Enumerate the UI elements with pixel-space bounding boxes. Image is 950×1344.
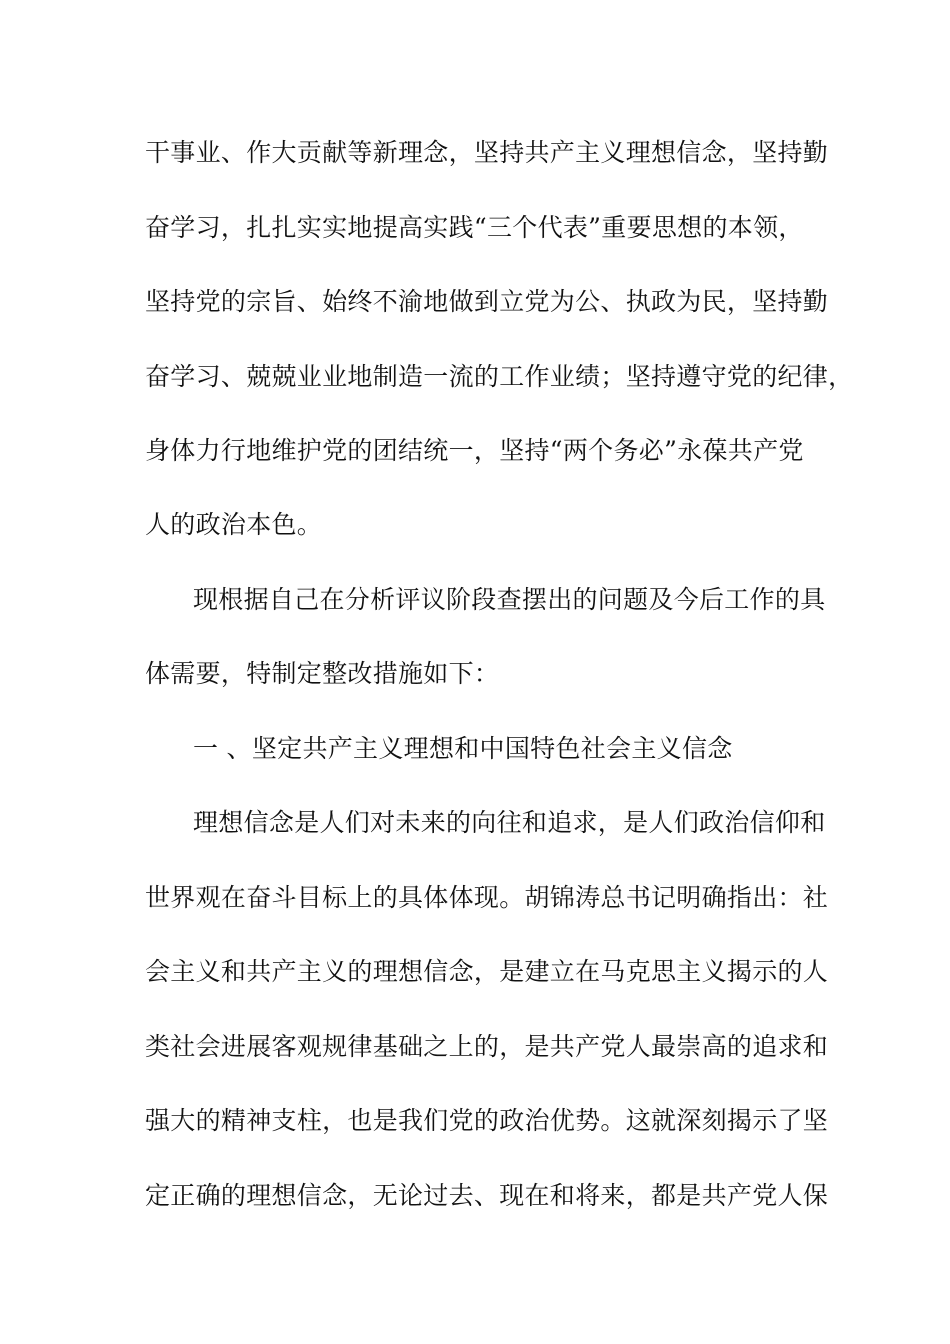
section-heading: 一 、坚定共产主义理想和中国特色社会主义信念 (193, 734, 733, 763)
text-line: 干事业、作大贡献等新理念，坚持共产主义理想信念，坚持勤 (145, 138, 829, 167)
text-line: 坚持党的宗旨、始终不渝地做到立党为公、执政为民，坚持勤 (145, 287, 829, 316)
text-line: 定正确的理想信念，无论过去、现在和将来，都是共产党人保 (145, 1181, 829, 1210)
paragraph-first-line: 理想信念是人们对未来的向往和追求，是人们政治信仰和 (193, 808, 826, 837)
text-line: 世界观在奋斗目标上的具体体现。胡锦涛总书记明确指出：社 (145, 883, 829, 912)
text-line: 类社会进展客观规律基础之上的，是共产党人最崇高的追求和 (145, 1032, 829, 1061)
text-line: 强大的精神支柱，也是我们党的政治优势。这就深刻揭示了坚 (145, 1106, 829, 1135)
text-line: 人的政治本色。 (145, 510, 323, 539)
text-line: 会主义和共产主义的理想信念，是建立在马克思主义揭示的人 (145, 957, 829, 986)
text-line: 身体力行地维护党的团结统一，坚持“两个务必”永葆共产党 (145, 436, 804, 465)
text-line: 体需要，特制定整改措施如下： (145, 659, 500, 688)
paragraph-first-line: 现根据自己在分析评议阶段查摆出的问题及今后工作的具 (193, 585, 826, 614)
text-line: 奋学习、兢兢业业地制造一流的工作业绩；坚持遵守党的纪律， (145, 362, 854, 391)
text-line: 奋学习，扎扎实实地提高实践“三个代表”重要思想的本领， (145, 213, 804, 242)
